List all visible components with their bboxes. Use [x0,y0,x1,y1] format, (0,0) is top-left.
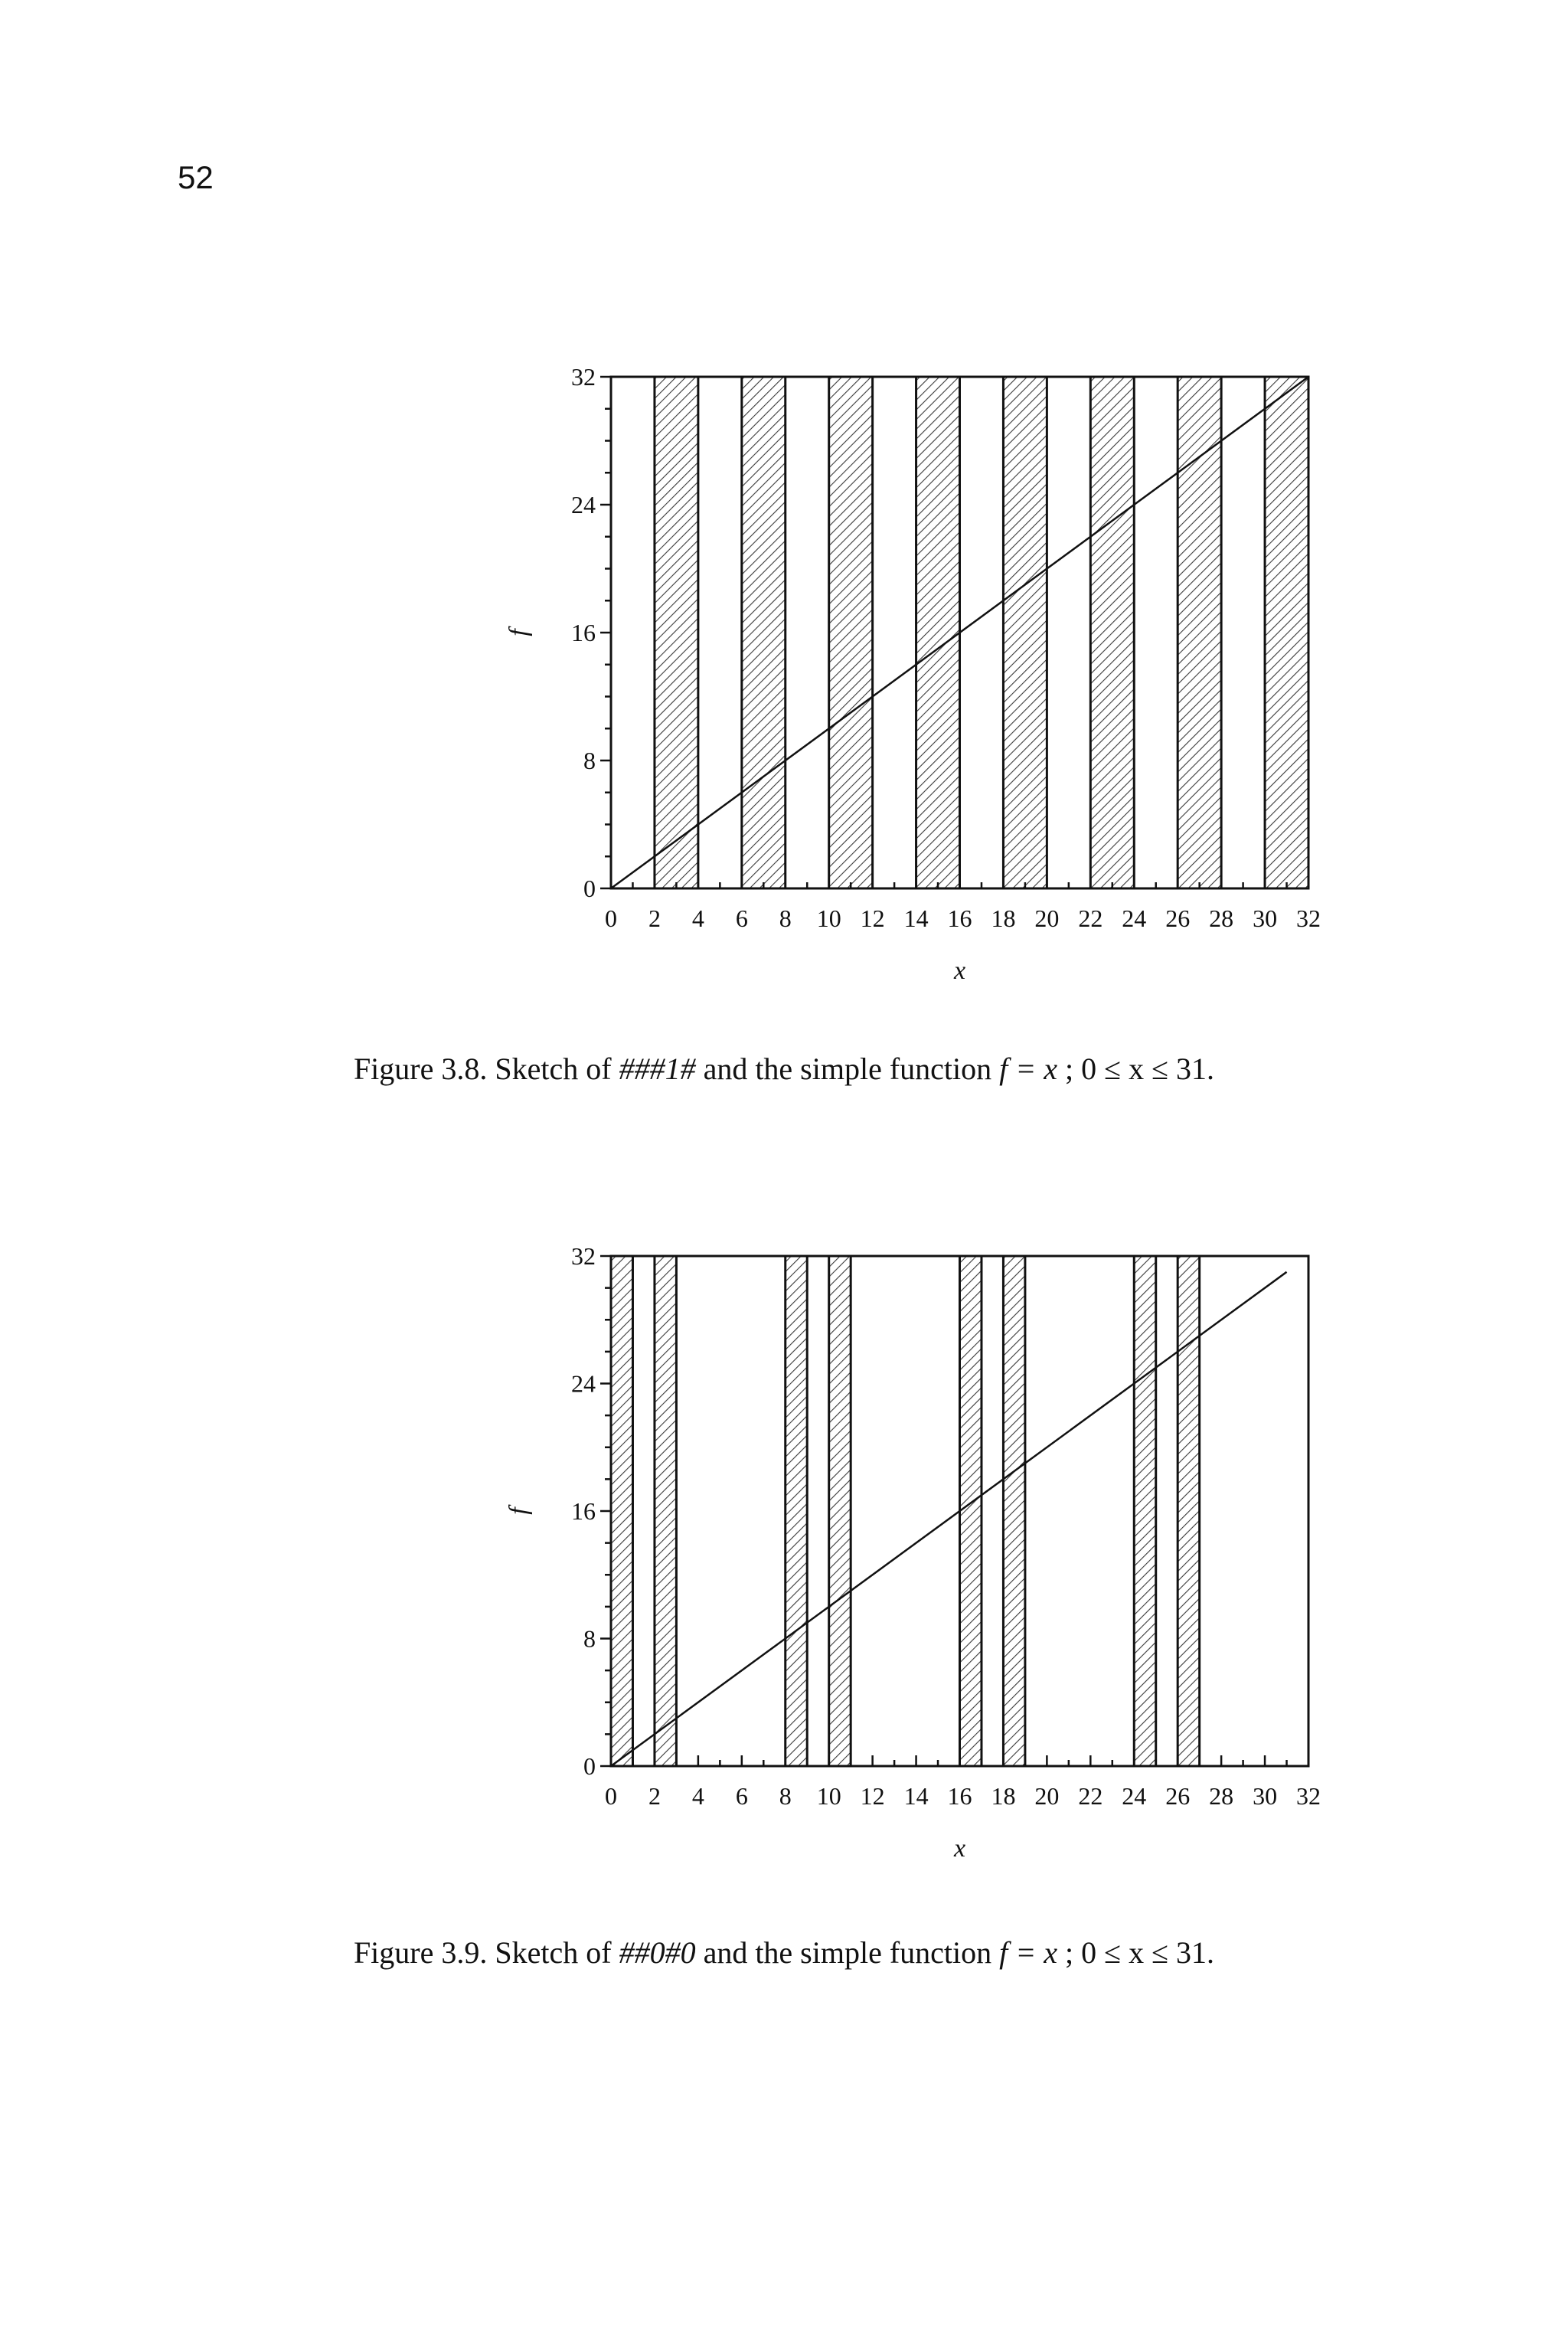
x-tick-label: 26 [1165,904,1191,932]
hatched-bar [960,1256,982,1766]
x-tick-label: 8 [779,904,792,932]
x-tick-label: 0 [605,904,617,932]
x-tick-label: 30 [1253,1782,1278,1810]
y-axis-label: f [505,1507,533,1515]
x-tick-label: 10 [816,904,841,932]
y-axis-label: f [505,629,533,636]
y-tick-label: 8 [583,747,596,774]
hatched-bar [655,1256,676,1766]
x-tick-label: 22 [1078,904,1103,932]
y-tick-label: 16 [571,1497,596,1525]
x-axis-label: x [953,1834,966,1863]
caption-suffix: ; 0 ≤ x ≤ 31. [1057,1052,1215,1086]
y-tick-label: 32 [571,363,596,391]
caption-schema: ##0#0 [619,1935,696,1970]
x-tick-label: 14 [903,904,929,932]
x-tick-label: 2 [648,1782,661,1810]
x-tick-label: 12 [860,1782,885,1810]
x-tick-label: 10 [816,1782,841,1810]
x-tick-label: 20 [1034,1782,1060,1810]
figure-3-9-caption [0,1935,1568,1971]
x-tick-label: 4 [691,904,704,932]
y-tick-label: 8 [583,1624,596,1653]
y-tick-label: 0 [583,1752,596,1780]
hatched-bar [829,1256,851,1766]
x-tick-label: 30 [1253,904,1278,932]
caption-middle: and the simple function [695,1052,1000,1086]
y-tick-label: 32 [571,1242,596,1270]
x-tick-label: 22 [1078,1782,1103,1810]
hatched-bar [786,1256,807,1766]
x-tick-label: 16 [947,1782,972,1810]
x-tick-label: 6 [735,1782,748,1810]
x-tick-label: 24 [1122,1782,1147,1810]
x-tick-label: 4 [691,1782,704,1810]
x-tick-label: 20 [1034,904,1060,932]
hatched-bar [1003,1256,1024,1766]
y-tick-label: 0 [583,875,596,902]
y-tick-label: 24 [571,1369,596,1398]
x-tick-label: 28 [1209,1782,1234,1810]
x-tick-label: 18 [991,1782,1016,1810]
x-tick-label: 6 [735,904,748,932]
x-tick-label: 0 [605,1782,617,1810]
x-tick-label: 32 [1296,1782,1321,1810]
x-tick-label: 2 [648,904,661,932]
x-tick-label: 14 [903,1782,929,1810]
hatched-bar [1178,1256,1199,1766]
x-tick-label: 16 [947,904,972,932]
caption-function: f = x [999,1052,1058,1086]
hatched-bar [611,1256,632,1766]
page-number: 52 [178,159,214,195]
caption-middle: and the simple function [695,1935,1000,1970]
x-tick-label: 28 [1209,904,1234,932]
x-tick-label: 32 [1296,904,1321,932]
hatched-bar [1134,1256,1155,1766]
x-tick-label: 26 [1165,1782,1191,1810]
x-axis-label: x [953,957,966,985]
caption-schema: ###1# [619,1052,696,1086]
caption-function: f = x [999,1935,1058,1970]
y-tick-label: 16 [571,619,596,646]
caption-prefix: Figure 3.9. Sketch of [353,1935,619,1970]
x-tick-label: 8 [779,1782,792,1810]
caption-prefix: Figure 3.8. Sketch of [353,1052,619,1086]
x-tick-label: 12 [860,904,885,932]
x-tick-label: 24 [1122,904,1147,932]
x-tick-label: 18 [991,904,1016,932]
y-tick-label: 24 [571,491,596,518]
caption-suffix: ; 0 ≤ x ≤ 31. [1057,1935,1215,1970]
